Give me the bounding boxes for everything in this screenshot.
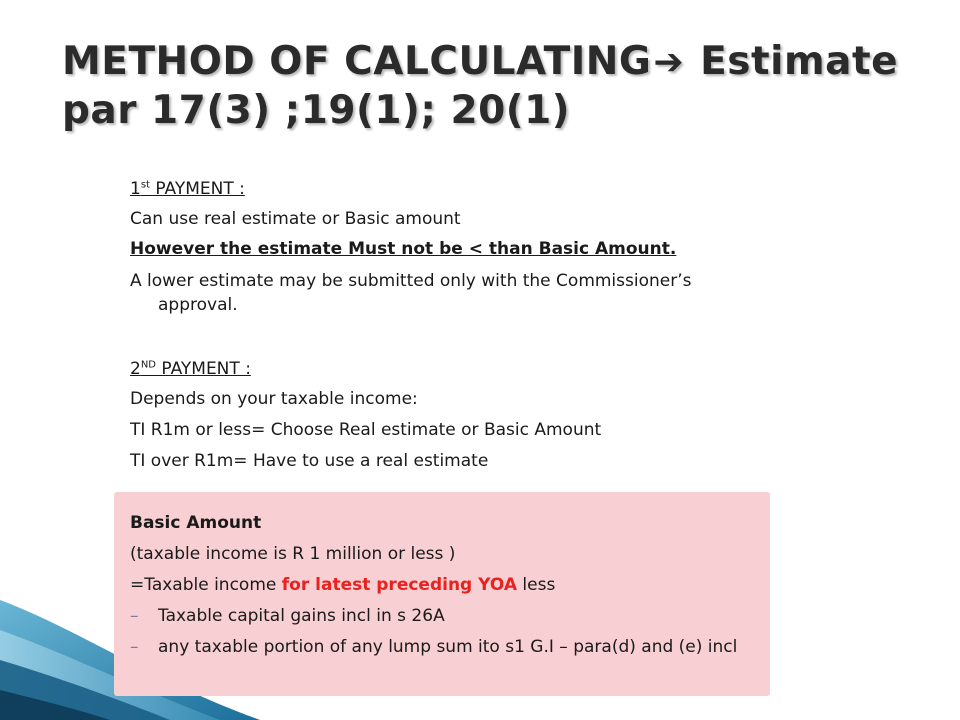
first-payment-line3a: A lower estimate may be submitted only with the Commissioner’s [130, 271, 692, 291]
first-payment-num: 1 [130, 179, 141, 199]
second-payment-line1: Depends on your taxable income: [130, 389, 418, 409]
basic-amount-line2 [130, 574, 555, 596]
bullet-dash-icon: – [130, 606, 139, 626]
first-payment-line2: However the estimate Must not be < than Basic Amount. [130, 239, 677, 259]
first-payment-heading [130, 178, 245, 200]
second-payment-heading [130, 358, 251, 380]
first-payment-line3b: approval. [158, 295, 238, 315]
slide-title [62, 38, 922, 135]
second-payment-line3: TI over R1m= Have to use a real estimate [130, 451, 489, 471]
title-line2: par 17(3) ;19(1); 20(1) [62, 88, 571, 133]
basic-amount-line2-prefix: =Taxable income [130, 575, 282, 595]
basic-amount-bullet2: any taxable portion of any lump sum ito s1 G.I – para(d) and (e) incl [158, 637, 738, 657]
second-payment-label: PAYMENT : [156, 359, 251, 379]
second-payment-sup: ND [140, 359, 157, 371]
basic-amount-heading: Basic Amount [130, 513, 262, 533]
title-line1-part2: Estimate [700, 39, 899, 84]
bullet-dash-icon: – [130, 637, 139, 657]
basic-amount-line1: (taxable income is R 1 million or less ) [130, 544, 456, 564]
right-arrow-icon: ➔ [653, 42, 685, 83]
basic-amount-bullet1: Taxable capital gains incl in s 26A [158, 606, 445, 626]
title-line1-part1: METHOD OF CALCULATING [62, 39, 652, 84]
first-payment-line1: Can use real estimate or Basic amount [130, 209, 461, 229]
second-payment-num: 2 [130, 359, 141, 379]
first-payment-sup: st [140, 179, 150, 191]
basic-amount-highlight: for latest preceding YOA [281, 575, 517, 595]
basic-amount-line2-suffix: less [517, 575, 556, 595]
second-payment-line2: TI R1m or less= Choose Real estimate or Basic Amount [130, 420, 602, 440]
first-payment-label: PAYMENT : [149, 179, 245, 199]
